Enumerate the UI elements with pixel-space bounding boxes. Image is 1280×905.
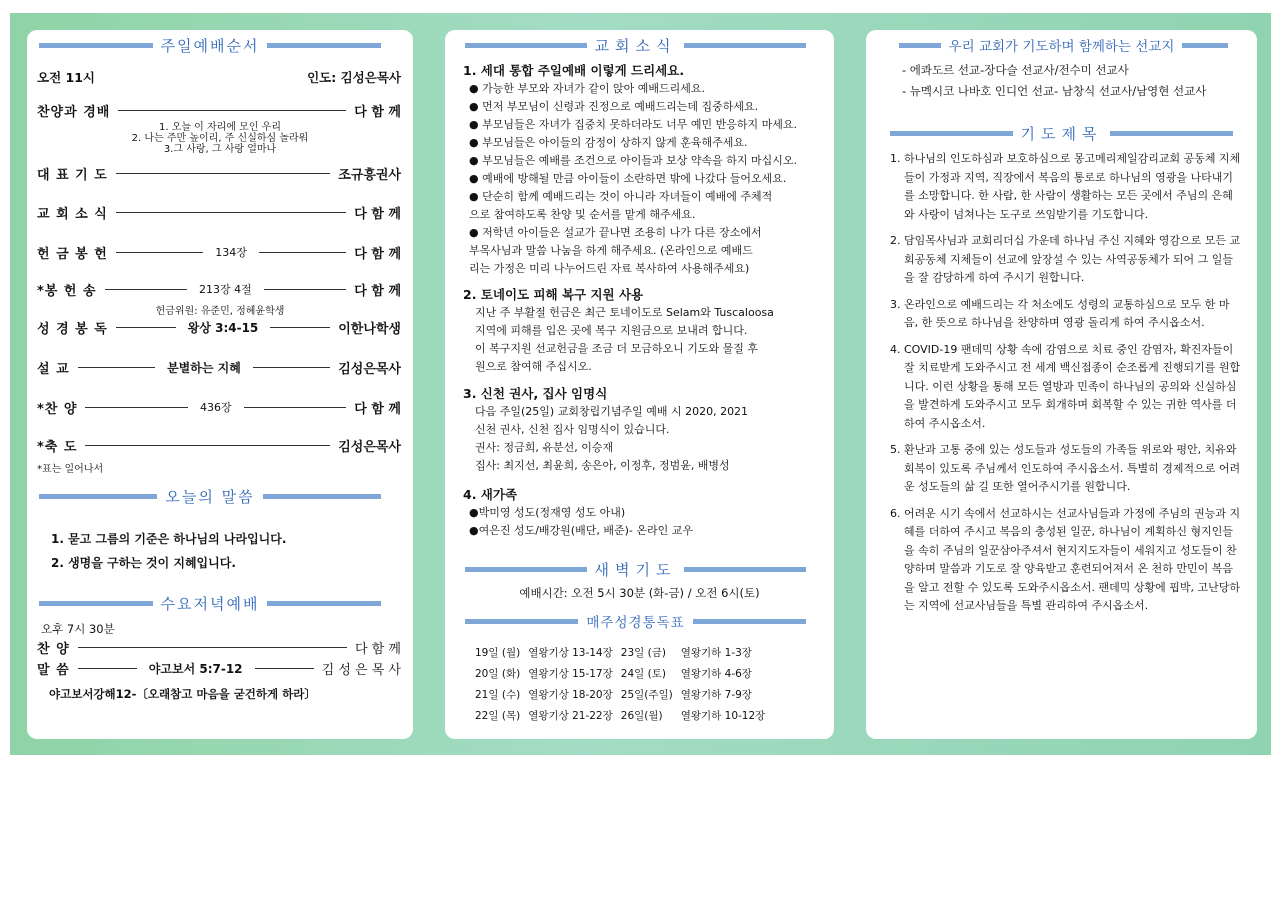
- praise-songs: 1. 오늘 이 자리에 모인 우리 2. 나는 주만 높이리, 주 신실하심 놀라워 3.그 사랑, 그 사랑 얼마나: [131, 122, 309, 155]
- prayer-panel: [866, 30, 1257, 739]
- wednesday-time: 오후 7시 30분: [41, 622, 115, 636]
- word-title: 오늘의 말씀: [165, 487, 255, 506]
- mission-header: [866, 34, 1257, 56]
- service-leader: 인도: 김성은목사: [307, 70, 401, 85]
- order-row: 대 표 기 도 조규흥권사: [37, 167, 401, 183]
- worship-order-header: [27, 34, 413, 56]
- wednesday-header: [27, 592, 413, 614]
- order-row: 찬양과 경배 다 함 께: [37, 104, 401, 120]
- bible-title: 매주성경통독표: [586, 615, 685, 631]
- prayer-item: 5. 환난과 고통 중에 있는 성도들과 성도들의 가족들 위로와 평안, 치유와 회복이 있도록 주님께서 인도하여 주시옵소서. 특별히 경제적으로 어려운 성도들의 삶 길 또한 열어주시기를 원합니다.: [904, 441, 1241, 497]
- table-row: 21일 (수) 열왕기상 18-20장 25일(주일) 열왕기하 7-9장: [475, 689, 752, 701]
- news-item: 1. 세대 통합 주일예배 이렇게 드리세요. ● 가능한 부모와 자녀가 같이 앉아 예배드리세요. ● 먼저 부모님이 신령과 진정으로 예배드리는데 집중하세요. ● 부모님들은 자녀가 집중치 못하더라도 너무 예민 반응하지 마세요. ● 부모님들은 아이들의 감정이 상하지 않게 훈육해주세요. ● 부모님들은 예배를 조건으로 아이들과 보상 약속을 하지 마십시오. ● 예배에 방해될 만큼 아이들이 소란하면 밖에 나갔다 들어오세요. ● 단순히 함께 예배드리는 것이 아니라 자녀들이 예배에 주체적 으로 참여하도록 찬양 및 순서를 맡게 해주세요. ● 저학년 아이들은 설교가 끝나면 조용히 나가 다른 장소에서 부목사님과 말씀 나눔을 하게 해주세요. (온라인으로 예배드 리는 가정은 미리 나누어드린 자료 복사하여 사용해주세요): [463, 63, 797, 275]
- worship-order-title: 주일예배순서: [160, 36, 260, 55]
- wednesday-row: 말 씀 야고보서 5:7-12 김 성 은 목 사: [37, 661, 401, 678]
- order-row: 교 회 소 식 다 함 께: [37, 206, 401, 222]
- service-time: 오전 11시: [37, 70, 95, 85]
- offering-committee: 헌금위원: 유준민, 정혜윤학생: [155, 306, 285, 317]
- order-row: 헌 금 봉 헌 134장 다 함 께: [37, 246, 402, 262]
- mission-item: - 뉴멕시코 나바호 인디언 선교- 남창식 선교사/남영현 선교사: [902, 84, 1207, 98]
- order-row: *찬 양 436장 다 함 께: [37, 401, 401, 417]
- news-header: [445, 34, 834, 56]
- bible-header: [445, 610, 834, 632]
- worship-order-panel: [27, 30, 413, 739]
- prayer-item: 3. 온라인으로 예배드리는 각 처소에도 성령의 교통하심으로 모두 한 마음, 한 뜻으로 하나님을 찬양하며 영광 돌리게 하여 주시옵소서.: [904, 296, 1241, 333]
- table-row: 19일 (월) 열왕기상 13-14장 23일 (금) 열왕기하 1-3장: [475, 647, 752, 659]
- prayer-item: 6. 어려운 시기 속에서 선교하시는 선교사님들과 가정에 주님의 권능과 지혜를 더하여 주시고 복음의 충성된 일꾼, 하나님이 계획하신 형지인들을 속히 주님의 일꾼삼아주셔서 현지지도자들이 세워지고 성도들이 찬양하며 말씀과 기도로 잘 양육받고 훈련되어져서 온 천하 만민이 복음을 알고 전할 수 있도록 도와주시옵소서. 팬데믹 상황에 핍박, 고난당하는 지역에 선교사님들을 특별 관리하여 주시옵소서.: [904, 505, 1241, 616]
- word-point: 2. 생명을 구하는 것이 지혜입니다.: [51, 556, 236, 570]
- prayer-title: 기도제목: [1020, 124, 1103, 143]
- table-row: 22일 (목) 열왕기상 21-22장 26일(월) 열왕기하 10-12장: [475, 710, 766, 722]
- news-item: 2. 토네이도 피해 복구 지원 사용 지난 주 부활절 헌금은 최근 토네이도로 Selam와 Tuscaloosa 지역에 피해를 입은 곳에 복구 지원금으로 보내려 합니다. 이 복구지원 선교헌금을 조금 더 모금하오니 기도와 물질 후 원으로 참여해 주십시오.: [463, 287, 774, 373]
- table-row: 20일 (화) 열왕기상 15-17장 24일 (토) 열왕기하 4-6장: [475, 668, 752, 680]
- prayer-header: [866, 122, 1257, 144]
- wednesday-row: 찬 양 다 함 께: [37, 641, 401, 657]
- news-item: 3. 신천 권사, 집사 임명식 다음 주일(25일) 교회창립기념주일 예배 시 2020, 2021 신천 권사, 신천 집사 임명식이 있습니다. 권사: 정금희, 유분선, 이승재 집사: 최지선, 최윤희, 송은아, 이정후, 정범윤, 배병성: [463, 386, 749, 472]
- prayer-item: 1. 하나님의 인도하심과 보호하심으로 몽고메리제일감리교회 공동체 지체들이 가정과 지역, 직장에서 복음의 통로로 하나님의 영광을 나타내기를 소망합니다. 한 사람, 한 사람이 생활하는 모든 곳에서 주님의 은혜와 사랑이 넘쳐나는 도구로 쓰임받기를 기도합니다.: [904, 150, 1241, 224]
- dawn-header: [445, 558, 834, 580]
- church-news-panel: [445, 30, 834, 739]
- prayer-item: 4. COVID-19 팬데믹 상황 속에 감염으로 치료 중인 감염자, 확진자들이 잘 치료받게 도와주시고 전 세계 백신접종이 순조롭게 진행되기를 원합니다. 이런 상황을 통해 모든 열방과 민족이 하나님의 공의와 신실하심을 발견하게 도와주시고 모두 회개하며 회복할 수 있는 귀한 역사를 더하여 주시옵소서.: [904, 341, 1241, 434]
- word-point: 1. 묻고 그름의 기준은 하나님의 나라입니다.: [51, 532, 287, 546]
- order-row: *축 도 김성은목사: [37, 439, 401, 455]
- order-row: 설 교 분별하는 지혜 김성은목사: [37, 360, 401, 377]
- dawn-title: 새벽기도: [594, 560, 677, 579]
- stand-note: *표는 일어나서: [37, 464, 104, 475]
- dawn-time: 예배시간: 오전 5시 30분 (화-금) / 오전 6시(토): [519, 586, 760, 600]
- word-header: [27, 485, 413, 507]
- prayer-list: [888, 150, 1241, 624]
- news-title: 교회소식: [594, 36, 677, 55]
- wednesday-title: 수요저녁예배: [160, 594, 260, 613]
- news-item: 4. 새가족 ●박미영 성도(정재영 성도 아내) ●여은진 성도/배강원(배단, 배준)- 온라인 교우: [463, 487, 693, 537]
- mission-item: - 에콰도르 선교-장다슬 선교사/전수미 선교사: [902, 63, 1129, 77]
- order-row: *봉 헌 송 213장 4절 다 함 께: [37, 283, 402, 299]
- mission-title: 우리 교회가 기도하며 함께하는 선교지: [948, 39, 1175, 55]
- prayer-item: 2. 담임목사님과 교회리더십 가운데 하나님 주신 지혜와 영감으로 모든 교회공동체 지체들이 선교에 앞장설 수 있는 사역공동체가 되어 그 일들을 잘 감당하게 하여 주시기 원합니다.: [904, 232, 1241, 288]
- order-row: 성 경 봉 독 왕상 3:4-15 이한나학생: [37, 320, 401, 337]
- wednesday-series: 야고보서강해12-〔오래참고 마음을 굳건하게 하라〕: [49, 687, 316, 701]
- bible-reading-table: [475, 642, 773, 726]
